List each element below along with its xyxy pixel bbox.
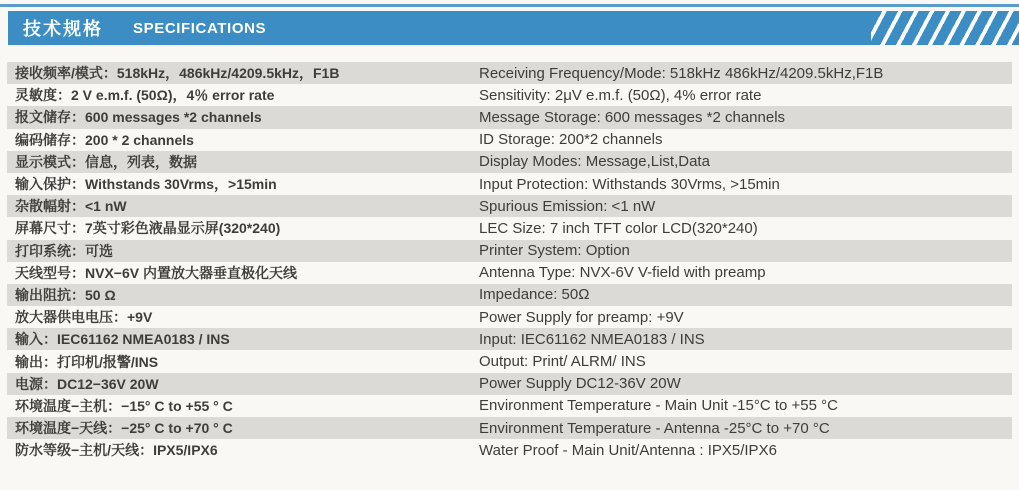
spec-row: [7, 240, 1012, 262]
spec-row: [7, 151, 1012, 173]
spec-zh-text: 电源：DC12−36V 20W: [15, 375, 159, 392]
spec-en-text: ID Storage: 200*2 channels: [479, 131, 663, 149]
spec-row: [7, 62, 1012, 84]
spec-row: [7, 195, 1012, 217]
spec-zh-text: 输入：IEC61162 NMEA0183 / INS: [15, 331, 230, 348]
spec-row: [7, 217, 1012, 239]
spec-en-text: Input: IEC61162 NMEA0183 / INS: [479, 330, 705, 348]
spec-en-text: Environment Temperature - Antenna -25°C to +70 °C: [479, 419, 830, 437]
spec-zh-text: 屏幕尺寸：7英寸彩色液晶显示屏(320*240): [15, 220, 281, 237]
section-title-english: SPECIFICATIONS: [133, 19, 267, 37]
spec-row: [7, 262, 1012, 284]
spec-en-text: Environment Temperature - Main Unit -15°C to +55 °C: [479, 397, 838, 415]
spec-zh-text: 接收频率/模式：518kHz，486kHz/4209.5kHz，F1B: [15, 65, 340, 82]
section-header: [8, 11, 1019, 45]
spec-en-text: Spurious Emission: <1 nW: [479, 197, 656, 215]
spec-zh-text: 放大器供电电压：+9V: [15, 309, 153, 326]
spec-en-text: Output: Print/ ALRM/ INS: [479, 353, 646, 371]
spec-en-text: Impedance: 50Ω: [479, 286, 590, 304]
spec-en-text: Water Proof - Main Unit/Antenna : IPX5/IPX6: [479, 441, 777, 459]
spec-zh-text: 环境温度−天线：−25° C to +70 ° C: [15, 420, 233, 437]
spec-row: [7, 373, 1012, 395]
specs-table: [7, 62, 1012, 461]
spec-zh-text: 显示模式：信息，列表，数据: [15, 153, 197, 170]
spec-row: [7, 417, 1012, 439]
spec-row: [7, 284, 1012, 306]
spec-zh-text: 编码储存：200 * 2 channels: [15, 131, 194, 148]
spec-row: [7, 84, 1012, 106]
spec-row: [7, 395, 1012, 417]
section-title-chinese: 技术规格: [23, 19, 103, 39]
diagonal-stripes-decoration: [871, 11, 1019, 45]
spec-zh-text: 灵敏度：2 V e.m.f. (50Ω)，4％ error rate: [15, 87, 275, 104]
spec-zh-text: 防水等级−主机/天线：IPX5/IPX6: [15, 442, 218, 459]
spec-row: [7, 350, 1012, 372]
spec-zh-text: 环境温度−主机：−15° C to +55 ° C: [15, 397, 233, 414]
spec-en-text: Receiving Frequency/Mode: 518kHz 486kHz/4209.5kHz,F1B: [479, 64, 884, 82]
spec-zh-text: 输出阻抗：50 Ω: [15, 286, 116, 303]
spec-en-text: Power Supply DC12-36V 20W: [479, 375, 681, 393]
spec-row: [7, 306, 1012, 328]
spec-en-text: Antenna Type: NVX-6V V-field with preamp: [479, 264, 766, 282]
spec-en-text: Power Supply for preamp: +9V: [479, 308, 684, 326]
spec-zh-text: 报文储存：600 messages *2 channels: [15, 109, 262, 126]
spec-zh-text: 天线型号：NVX−6V 内置放大器垂直极化天线: [15, 264, 297, 281]
top-accent-line: [0, 4, 1019, 7]
spec-row: [7, 439, 1012, 461]
spec-row: [7, 328, 1012, 350]
spec-row: [7, 106, 1012, 128]
spec-zh-text: 杂散幅射：<1 nW: [15, 198, 127, 215]
spec-en-text: Message Storage: 600 messages *2 channels: [479, 108, 786, 126]
spec-en-text: Printer System: Option: [479, 242, 630, 260]
spec-en-text: LEC Size: 7 inch TFT color LCD(320*240): [479, 219, 758, 237]
spec-en-text: Input Protection: Withstands 30Vrms, >15min: [479, 175, 780, 193]
spec-zh-text: 打印系统：可选: [15, 242, 113, 259]
spec-zh-text: 输出：打印机/报警/INS: [15, 353, 159, 370]
spec-en-text: Sensitivity: 2μV e.m.f. (50Ω), 4% error rate: [479, 86, 762, 104]
spec-zh-text: 输入保护：Withstands 30Vrms，>15min: [15, 176, 277, 193]
spec-row: [7, 129, 1012, 151]
spec-row: [7, 173, 1012, 195]
spec-en-text: Display Modes: Message,List,Data: [479, 153, 710, 171]
